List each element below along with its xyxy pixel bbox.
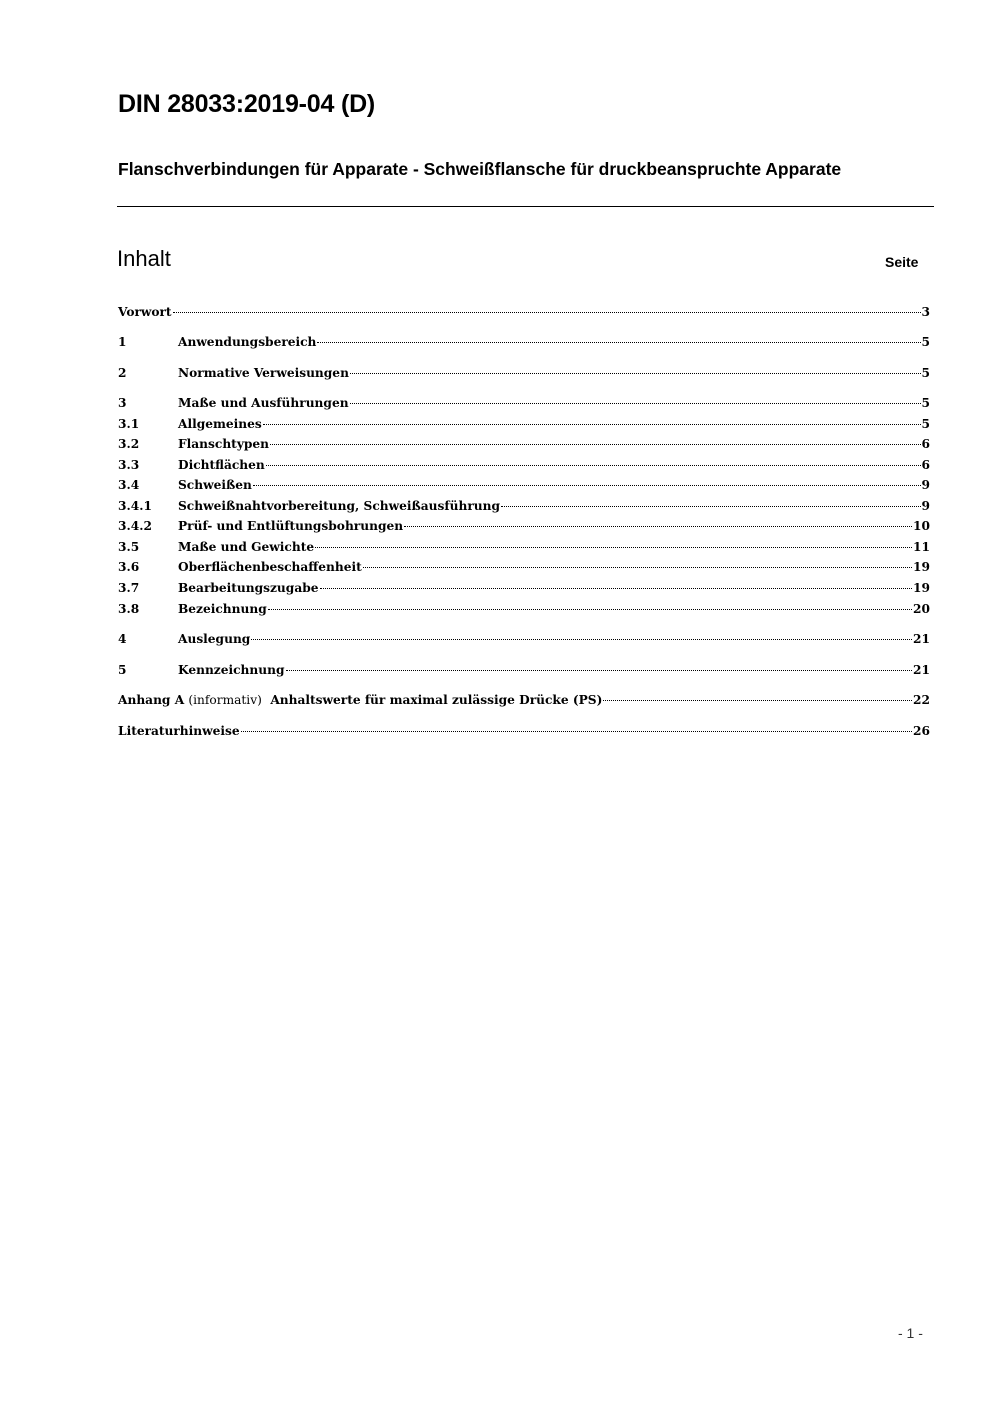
toc-entry-3-7[interactable] <box>118 578 930 598</box>
toc-entry-label: Dichtflächen <box>178 458 265 472</box>
document-id: DIN 28033:2019-04 (D) <box>118 90 376 118</box>
toc-entry-vorwort[interactable] <box>118 302 930 322</box>
document-title: Flanschverbindungen für Apparate - Schweißflansche für druckbeanspruchte Apparate <box>118 159 842 179</box>
toc-entry-3-4-1[interactable] <box>118 496 930 516</box>
toc-entry-page: 6 <box>921 458 930 472</box>
toc-leader <box>315 547 912 548</box>
toc-entry-number: 3.4.2 <box>118 519 152 533</box>
toc-entry-label: Flanschtypen <box>178 437 270 451</box>
toc-entry-number: 3.4 <box>118 478 140 492</box>
toc-entry-label: Oberflächenbeschaffenheit <box>178 560 362 574</box>
toc-leader <box>350 403 921 404</box>
toc-entry-label: Maße und Gewichte <box>178 540 315 554</box>
toc-entry-4[interactable] <box>118 629 930 649</box>
toc-leader <box>350 373 921 374</box>
toc-entry-page: 3 <box>921 305 930 319</box>
toc-leader <box>251 639 912 640</box>
toc-entry-label: Allgemeines <box>178 417 262 431</box>
toc-entry-3-4[interactable] <box>118 475 930 495</box>
toc-entry-number: 3.6 <box>118 560 140 574</box>
title-rule <box>117 206 934 207</box>
toc-entry-label: Vorwort <box>118 305 172 319</box>
toc-entry-label: Auslegung <box>178 632 251 646</box>
toc-entry-label-rest: Anhaltswerte für maximal zulässige Drücke (PS) <box>261 693 603 707</box>
toc-leader <box>603 700 912 701</box>
toc-entry-number: 3.8 <box>118 602 140 616</box>
toc-entry-literaturhinweise[interactable] <box>118 721 930 741</box>
toc-entry-label: Literaturhinweise <box>118 724 240 738</box>
toc-leader <box>317 342 920 343</box>
toc-leader <box>286 670 913 671</box>
toc-entry-label: Kennzeichnung <box>178 663 285 677</box>
toc-entry-label: Schweißnahtvorbereitung, Schweißausführung <box>178 499 501 513</box>
toc-entry-1[interactable] <box>118 332 930 352</box>
toc-entry-page: 10 <box>913 519 930 533</box>
page-number: - 1 - <box>898 1325 923 1341</box>
toc-entry-page: 21 <box>913 663 930 677</box>
toc-leader <box>253 485 921 486</box>
toc-entry-page: 20 <box>913 602 930 616</box>
toc-entry-3-8[interactable] <box>118 599 930 619</box>
toc-entry-page: 22 <box>913 693 930 707</box>
toc-entry-page: 5 <box>921 417 930 431</box>
toc-entry-number: 3.4.1 <box>118 499 152 513</box>
toc-entry-page: 21 <box>913 632 930 646</box>
toc-entry-page: 9 <box>921 499 930 513</box>
page-column-label: Seite <box>885 254 919 270</box>
toc-entry-label: Anwendungsbereich <box>178 335 317 349</box>
toc-entry-3-2[interactable] <box>118 434 930 454</box>
toc-entry-number: 5 <box>118 663 127 677</box>
toc-entry-3-3[interactable] <box>118 455 930 475</box>
toc-entry-label <box>118 690 602 710</box>
toc-entry-anhang-a[interactable] <box>118 690 930 710</box>
toc-entry-label: Bezeichnung <box>178 602 267 616</box>
toc-entry-page: 6 <box>921 437 930 451</box>
toc-entry-number: 3.2 <box>118 437 140 451</box>
toc-entry-number: 3 <box>118 396 127 410</box>
toc-leader <box>268 609 912 610</box>
toc-entry-page: 26 <box>913 724 930 738</box>
toc-entry-number: 3.5 <box>118 540 140 554</box>
toc-leader <box>363 567 912 568</box>
toc-entry-5[interactable] <box>118 660 930 680</box>
toc-entry-number: 1 <box>118 335 127 349</box>
toc-entry-3[interactable] <box>118 393 930 413</box>
toc-entry-number: 3.3 <box>118 458 140 472</box>
toc-entry-label: Schweißen <box>178 478 252 492</box>
toc-heading: Inhalt <box>117 246 171 271</box>
toc-entry-label: Maße und Ausführungen <box>178 396 349 410</box>
toc-entry-3-5[interactable] <box>118 537 930 557</box>
toc-leader <box>320 588 913 589</box>
toc-entry-page: 19 <box>913 581 930 595</box>
toc-entry-label: Bearbeitungszugabe <box>178 581 319 595</box>
toc-entry-3-4-2[interactable] <box>118 516 930 536</box>
toc-entry-number: 3.7 <box>118 581 140 595</box>
toc-entry-page: 9 <box>921 478 930 492</box>
toc-entry-page: 11 <box>913 540 930 554</box>
toc-entry-number: 3.1 <box>118 417 140 431</box>
toc-leader <box>270 444 920 445</box>
toc-entry-page: 5 <box>921 366 930 380</box>
toc-entry-2[interactable] <box>118 363 930 383</box>
toc-leader <box>241 731 912 732</box>
toc-entry-label-prefix: Anhang A <box>118 693 189 707</box>
toc-leader <box>501 506 921 507</box>
toc-entry-3-6[interactable] <box>118 557 930 577</box>
toc-entry-number: 4 <box>118 632 127 646</box>
toc-leader <box>263 424 921 425</box>
toc-entry-label: Normative Verweisungen <box>178 366 349 380</box>
toc-entry-label: Prüf- und Entlüftungsbohrungen <box>178 519 404 533</box>
toc-entry-page: 19 <box>913 560 930 574</box>
toc-entry-page: 5 <box>921 335 930 349</box>
toc-leader <box>404 526 912 527</box>
toc-entry-page: 5 <box>921 396 930 410</box>
toc-leader <box>173 312 921 313</box>
toc-entry-number: 2 <box>118 366 127 380</box>
toc-entry-3-1[interactable] <box>118 414 930 434</box>
toc-leader <box>266 465 921 466</box>
toc-entry-label-note: (informativ) <box>188 693 262 707</box>
